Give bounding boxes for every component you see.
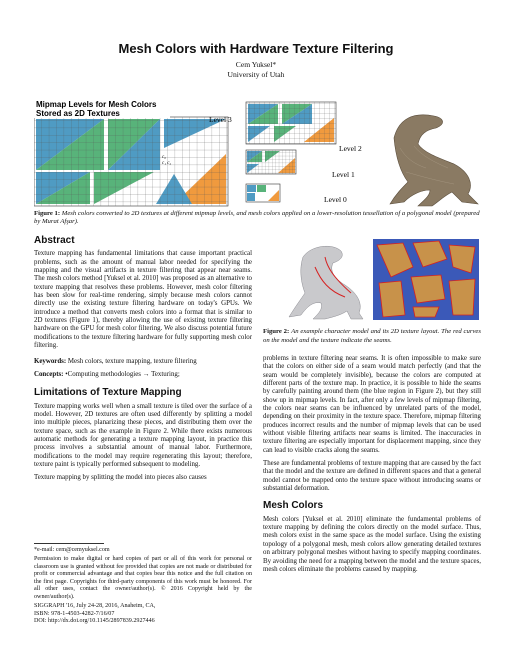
dinosaur-model-image	[390, 115, 478, 206]
right-column	[263, 237, 481, 579]
limitations-p3: These are fundamental problems of texture mapping that are caused by the fact that the model and the texture are defined in different spaces and that a general model cannot be mapped onto the texture space without introducing seams or substantial deformation.	[263, 460, 481, 493]
limitations-heading: Limitations of Texture Mapping	[34, 387, 182, 399]
figure-2-caption-text: An example character model and its 2D texture layout. The red curves on the model and the texture indicate the seams.	[263, 328, 481, 344]
paper-title: Mesh Colors with Hardware Texture Filtering	[118, 41, 394, 56]
texture-layout-image	[373, 239, 479, 320]
figure-1-label: Figure 1:	[34, 210, 61, 217]
concepts-label: Concepts:	[34, 370, 64, 378]
label-level3: Level 3	[209, 115, 232, 124]
level0-texture	[246, 184, 280, 202]
figure-2-caption	[263, 328, 481, 345]
footnote	[34, 543, 252, 626]
abstract-heading: Abstract	[34, 235, 75, 246]
footnote-isbn: ISBN: 978-1-4503-4282-7/16/07	[34, 610, 115, 617]
footnote-permission: Permission to make digital or hard copies of part or all of this work for personal or classroom use is granted without fee provided that copies are not made or distributed for profit or commercial advantage and that copies bear this notice and the full citation on the first page. Copyrights for third-party components of this work must be honored. For all other uses, contact the owner/author(s). © 2016 Copyright held by the owner/author(s).	[34, 556, 252, 600]
concepts	[34, 371, 252, 379]
svg-text:c₁ c₂: c₁ c₂	[162, 161, 172, 166]
inset-title-2: Stored as 2D Textures	[36, 109, 120, 118]
footnote-rule	[34, 543, 104, 544]
limitations-p2-start: Texture mapping by splitting the model into pieces also causes	[34, 474, 207, 482]
inset-title-1: Mipmap Levels for Mesh Colors	[36, 100, 157, 109]
label-level1: Level 1	[332, 170, 355, 179]
figure-1	[34, 98, 480, 208]
limitations-p1: Texture mapping works well when a small texture is tiled over the surface of a model. However, 2D textures are often used differently by splitting a model into multiple pieces, planarizing these pieces, and distributing them over the texture space, such as the example in Figure 2. While there exists numerous automatic methods for generating a texture mapping layout, in practice this process involves a substantial amount of manual labor. Furthermore, modifications to the model may require regenerating this layout; therefore, texture paint is typically performed subsequent to modeling.	[34, 402, 252, 468]
author-name: Cem Yuksel*	[235, 60, 277, 69]
figure-1-caption	[34, 210, 480, 227]
figure-2-label: Figure 2:	[263, 328, 290, 336]
keywords-label: Keywords:	[34, 358, 67, 366]
svg-text:c₀: c₀	[162, 155, 166, 160]
level1-texture	[246, 150, 296, 174]
footnote-email: *e-mail: cem@cemyuksel.com	[34, 547, 110, 553]
footnote-venue: SIGGRAPH '16, July 24-28, 2016, Anaheim, CA,	[34, 603, 156, 610]
label-level0: Level 0	[324, 195, 347, 204]
keywords-text: Mesh colors, texture mapping, texture filtering	[67, 358, 197, 366]
left-column	[34, 237, 252, 488]
meshcolors-p1: Mesh colors [Yuksel et al. 2010] eliminate the fundamental problems of texture mapping by defining the colors directly on the model surface. Thus, mesh colors exist in the same space as the model surface. Using the existing topology of a polygonal mesh, mesh colors allow generating detailed textures on arbitrary polygonal meshes without having to specify mapping coordinates. By avoiding the need for a mapping between the model and the texture spaces, mesh colors eliminate the problems caused by mapping.	[263, 515, 481, 573]
limitations-p2-cont: problems in texture filtering near seams. It is often impossible to make sure that the colors on either side of a seam would match perfectly (and that the seam would be completely invisible), because the colors are computed at different parts of the texture map. In practice, it is possible to hide the seams by carefully painting around them (the blue region in Figure 2), but they still show up in mipmap levels. In fact, after only a few levels of mipmap filtering, the colors near seams can be influenced by unrelated parts of the model, depending on their proximity in the texture space. Therefore, mipmap filtering produces incorrect results and the number of mipmap levels that can be used without visible filtering artifacts near seams is limited. The inaccuracies in texture filtering are especially important for displacement mapping, since they can lead to visible cracks along the seams.	[263, 354, 481, 454]
meshcolors-heading: Mesh Colors	[263, 500, 324, 512]
label-level2: Level 2	[339, 144, 362, 153]
abstract-text: Texture mapping has fundamental limitations that cause important practical problems, such as the amount of manual labor needed for specifying the mapping and the visual artifacts in texture filtering that appear near seams. The mesh colors method [Yuksel et al. 2010] was proposed as an alternative to texture mapping that resolves these problems. However, mesh color filtering has been slow for real-time rendering, simply because mesh colors cannot directly use the existing texture filtering hardware on today's GPUs. We introduce a method that converts mesh colors into a format that is similar to 2D textures (Figure 1), thereby allowing the use of existing texture filtering hardware on the GPU for mesh color filtering. We also discuss potential future modifications to the texture filtering hardware for fully supporting mesh color filtering.	[34, 250, 252, 350]
author-block	[0, 60, 512, 79]
figure-2	[263, 237, 481, 322]
concepts-text: •Computing methodologies → Texturing;	[65, 370, 180, 378]
figure-1-caption-text: Mesh colors converted to 2D textures at different mipmap levels, and mesh colors applied on a lower-resolution tessellation of a polygonal model (prepared by Murat Afşar).	[34, 210, 480, 226]
author-affiliation: University of Utah	[227, 69, 285, 79]
character-model-image	[289, 246, 363, 319]
keywords	[34, 358, 252, 366]
level2-texture	[246, 102, 336, 144]
footnote-doi: DOI: http://dx.doi.org/10.1145/2897839.2927446	[34, 618, 155, 625]
level3-texture	[34, 117, 228, 206]
